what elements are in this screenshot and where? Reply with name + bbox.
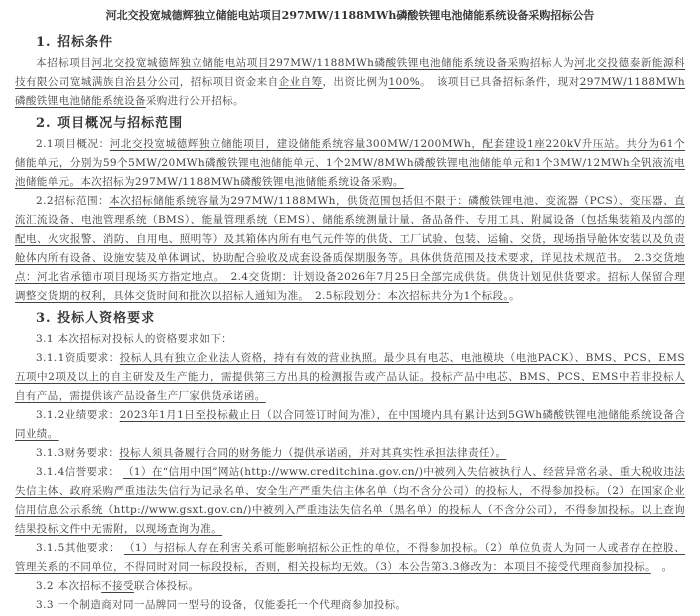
underlined-text: 不接受 <box>101 580 134 592</box>
text-segment: 。 该项目已具备招标条件，现对 <box>420 76 580 88</box>
document-title: 河北交投宽城德辉独立储能电站项目297MW/1188MWh磷酸铁锂电池储能系统设备采购招标公告 <box>105 9 595 22</box>
paragraph <box>15 54 685 111</box>
underlined-text: 企业自筹 <box>278 76 323 88</box>
paragraph <box>15 406 685 444</box>
text-segment: 本招标项目 <box>36 57 92 69</box>
underlined-text: 河北交投德泰新能源科技有限公司宽城满族自治县分公司 <box>15 57 686 88</box>
underlined-text: 2023年1月1日至投标截止日（以合同签订时间为准），在中国境内具有累计达到5GWh磷酸铁锂电池储能系统设备合同业绩。 <box>15 409 686 440</box>
section-heading: 3. 投标人资格要求 <box>36 311 156 326</box>
paragraph <box>15 444 685 463</box>
text-segment: 3.1.2业绩要求： <box>36 409 120 421</box>
text-segment: 。 <box>509 290 520 302</box>
document-body <box>15 33 685 615</box>
underlined-text: 投标人具有独立企业法人资格，持有有效的营业执照。最少具有电芯、电池模块（电池PACK）、BMS、PCS、EMS五项中2项及以上的自主研发及生产能力，需提供第三方出具的检测报告或产品认证。投标产品中电芯、BMS、PCS、EMS中若非投标人自有产品，需提供该产品设备生产厂家供货承诺函。 <box>15 352 685 402</box>
text-segment: 2.2招标范围： <box>36 195 110 207</box>
text-segment: 联合体投标。 <box>133 580 200 592</box>
text-segment: 采购进行公开招标。 <box>145 95 244 107</box>
underlined-text: 河北交投宽城德辉独立储能项目，建设储能系统容量300MW/1200MWh，配套建设1座220kV升压站。共分为61个储能单元，分别为59个5MW/20MWh磷酸铁锂电池储能单元、1个2MW/8MWh磷酸铁锂电池储能单元和1个3MW/12MWh全钒液流电池储能单元。本次招标为297MW/1188MWh磷酸铁锂电池储能系统设备采购。 <box>15 138 685 188</box>
underlined-text: （1）与招标人存在利害关系可能影响招标公正性的单位，不得参加投标。（2）单位负责人为同一人或者存在控股、管理关系的不同单位，不得同时对同一标段投标，否则，相关投标均无效。（3）本公告第3.3修改为：本项目不接受代理商参加投标。 <box>15 542 685 573</box>
text-segment: 2.1项目概况： <box>36 138 110 150</box>
paragraph <box>15 135 685 192</box>
underlined-text: 297MW/1188MWh磷酸铁锂电池储能系统设备 <box>15 76 686 107</box>
underlined-text: 河北交投宽城德辉独立储能电站项目297MW/1188MWh磷酸铁锂电池储能系统设备采购 <box>91 57 530 69</box>
underlined-text: 本次招标储能系统容量为297MW/1188MWh，供货范围包括但不限于：磷酸铁锂电池、变流器（PCS）、变压器、直流汇流设备、电池管理系统（BMS）、能量管理系统（EMS）、储能系统测量计量、备品备件、专用工具、附属设备（包括集装箱及内部的配电、火灾报警、消防、自用电、照明等）及其箱体内所有电气元件等的供货、工厂试验、包装、运输、交货，现场指导舱体安装以及负责舱体内所有设备、设施安装及单体调试、协助配合验收及成套设备质保期服务等。具体供货范围及技术要求，详见技术规范书。 2.3交货地点：河北省承德市项目现场买方指定地点。 2.4交货期：计划设备2026年7月25日全部完成供货。供货计划见供货要求。招标人保留合理调整交货期的权利，具体交货时间和批次以招标人通知为准。 2.5标段划分：本次招标共分为1个标段。 <box>15 195 685 302</box>
paragraph <box>15 539 685 577</box>
paragraph <box>15 463 685 539</box>
paragraph <box>15 330 685 349</box>
section-heading: 2. 项目概况与招标范围 <box>36 116 184 131</box>
text-segment: ，招标项目资金来自 <box>179 76 279 88</box>
text-segment: 招标人为 <box>529 57 575 69</box>
text-segment: 。 <box>650 561 673 573</box>
paragraph <box>15 192 685 306</box>
text-segment: 3.1.1资质要求： <box>36 352 120 364</box>
paragraph <box>15 577 685 596</box>
underlined-text: （1）在“信用中国”网站(http://www.creditchina.gov.cn/)中被列入失信被执行人、经营异常名录、重大税收违法失信主体、政府采购严重违法失信行为记录名单、安全生产严重失信主体名单（均不含分公司）的投标人，不得参加投标。（2）在国家企业信用信息公示系统（http://www.gsxt.gov.cn/)中被列入严重违法失信名单（黑名单）的投标人（不含分公司），不得参加投标。以上查询结果投标文件中无需附，以现场查询为准。 <box>15 466 685 535</box>
text-segment: 3.2 本次招标 <box>36 580 102 592</box>
text-segment: 3.1.5其他要求： <box>36 542 124 554</box>
text-segment: 3.3 一个制造商对同一品牌同一型号的设备，仅能委托一个代理商参加投标。 <box>36 599 407 611</box>
text-segment: 3.1.3财务要求： <box>36 447 120 459</box>
underlined-text: 投标人须具备履行合同的财务能力（提供承诺函，并对其真实性承担法律责任）。 <box>119 447 507 459</box>
text-segment: 3.1 本次招标对投标人的资格要求如下： <box>36 333 233 345</box>
text-segment: 3.1.4信誉要求： <box>36 466 123 478</box>
underlined-text: 100% <box>388 76 421 88</box>
text-segment: ，出资比例为 <box>322 76 389 88</box>
paragraph <box>15 596 685 615</box>
paragraph <box>15 349 685 406</box>
section-heading: 1. 招标条件 <box>36 35 114 50</box>
